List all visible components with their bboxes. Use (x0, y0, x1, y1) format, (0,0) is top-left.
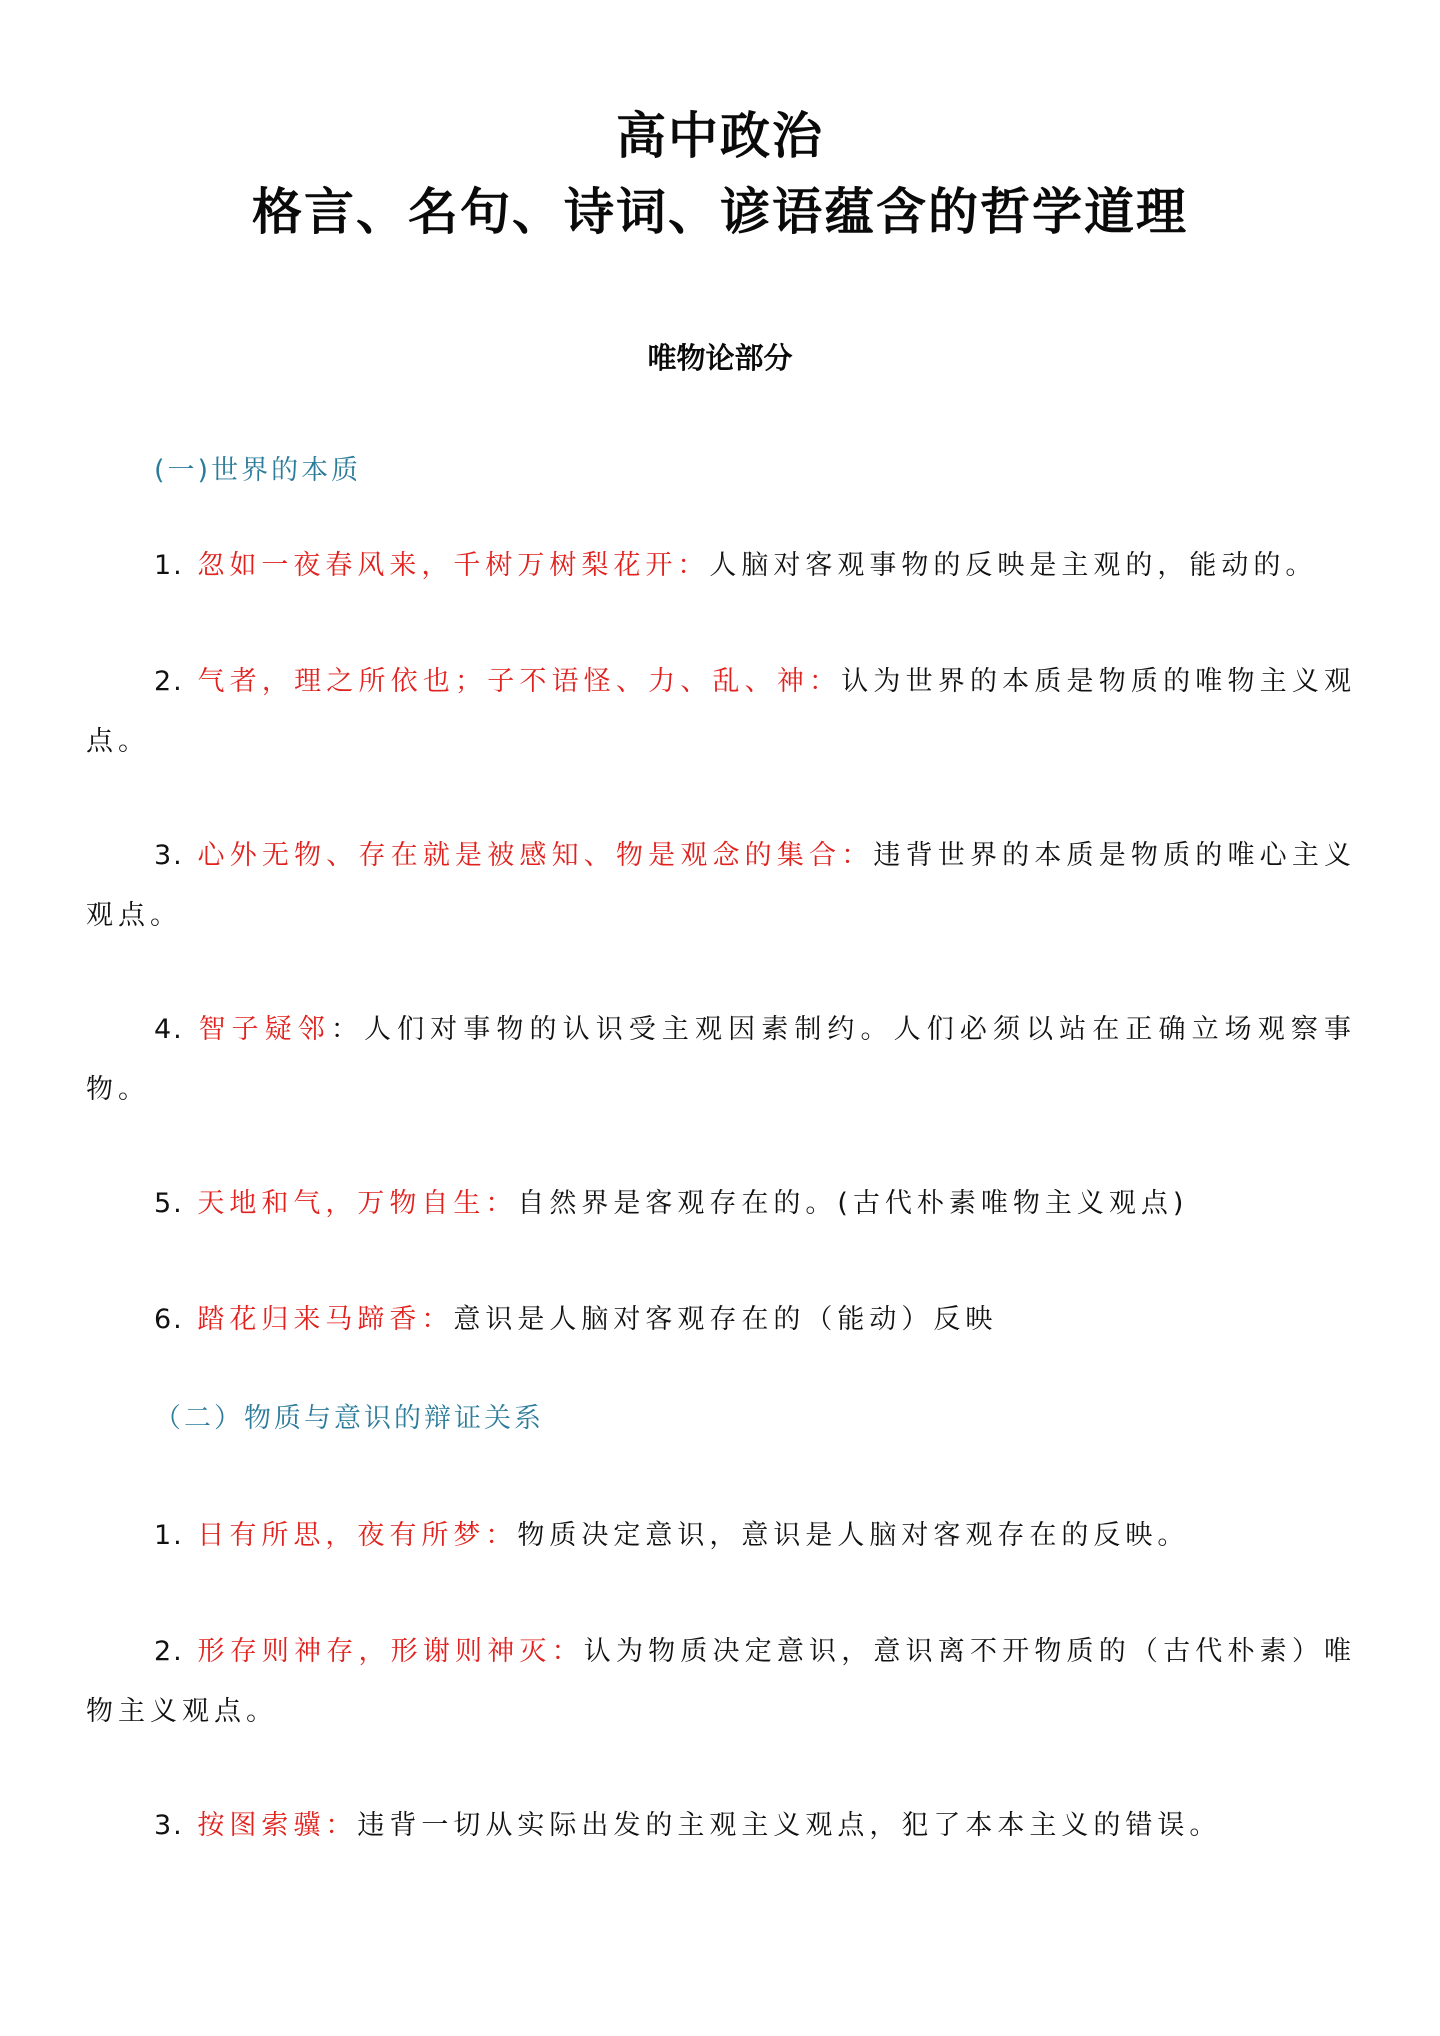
list-item (86, 536, 1356, 596)
document-title-line1: 高中政治 (616, 107, 824, 165)
item-quote: 气者，理之所依也；子不语怪、力、乱、神： (197, 666, 842, 697)
item-quote: 形存则神存，形谢则神灭： (197, 1636, 584, 1667)
item-quote: 踏花归来马蹄香： (197, 1304, 454, 1335)
item-number: 5. (154, 1188, 184, 1219)
list-item (86, 652, 1356, 772)
list-item (86, 1796, 1356, 1856)
item-explanation: 认为世界的本质是物质的唯物主义观点。 (86, 666, 1357, 757)
item-explanation: 自然界是客观存在的。(古代朴素唯物主义观点) (517, 1188, 1189, 1219)
list-item (86, 826, 1356, 946)
item-explanation: 违背世界的本质是物质的唯心主义观点。 (86, 840, 1357, 931)
list-item (86, 1290, 1356, 1350)
list-item (86, 1000, 1356, 1120)
item-quote: 日有所思，夜有所梦： (197, 1520, 518, 1551)
item-explanation: 违背一切从实际出发的主观主义观点，犯了本本主义的错误。 (357, 1810, 1222, 1841)
item-number: 2. (154, 666, 184, 697)
item-quote: 智子疑邻 (198, 1014, 331, 1045)
item-quote: 按图索骥： (197, 1810, 358, 1841)
item-explanation: ：人们对事物的认识受主观因素制约。人们必须以站在正确立场观察事物。 (86, 1014, 1356, 1105)
list-item (86, 1506, 1356, 1566)
item-number: 4. (154, 1014, 184, 1045)
section-heading-world-essence: (一)世界的本质 (154, 455, 362, 486)
item-quote: 忽如一夜春风来，千树万树梨花开： (197, 550, 710, 581)
document-title-line2: 格言、名句、诗词、谚语蕴含的哲学道理 (252, 183, 1188, 241)
item-quote: 心外无物、存在就是被感知、物是观念的集合： (197, 840, 874, 871)
item-number: 3. (154, 840, 184, 871)
item-explanation: 人脑对客观事物的反映是主观的，能动的。 (709, 550, 1318, 581)
item-number: 1. (154, 1520, 184, 1551)
list-item (86, 1174, 1356, 1234)
item-number: 2. (154, 1636, 184, 1667)
item-number: 3. (154, 1810, 184, 1841)
item-number: 6. (154, 1304, 184, 1335)
item-number: 1. (154, 550, 184, 581)
list-item (86, 1622, 1356, 1742)
item-explanation: 认为物质决定意识，意识离不开物质的（古代朴素）唯物主义观点。 (86, 1636, 1357, 1727)
item-explanation: 意识是人脑对客观存在的（能动）反映 (453, 1304, 998, 1335)
part-heading: 唯物论部分 (647, 341, 793, 375)
item-quote: 天地和气，万物自生： (197, 1188, 518, 1219)
item-explanation: 物质决定意识，意识是人脑对客观存在的反映。 (517, 1520, 1190, 1551)
section-heading-matter-consciousness: （二）物质与意识的辩证关系 (154, 1403, 544, 1434)
